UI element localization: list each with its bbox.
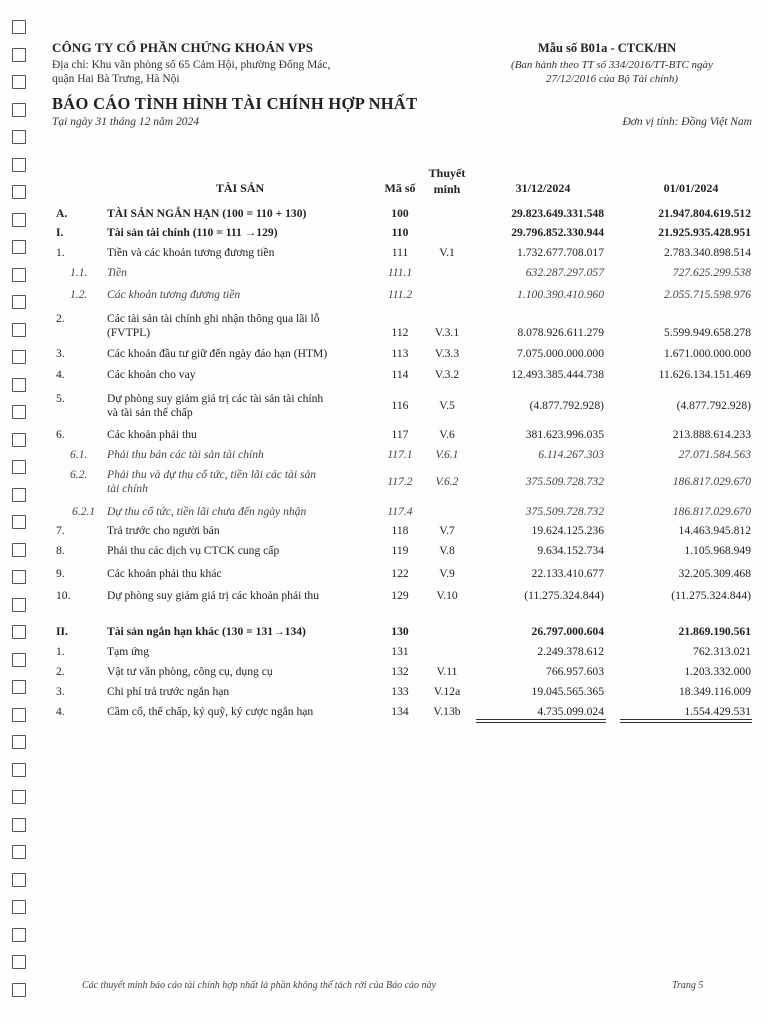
row-label bbox=[107, 392, 372, 420]
binding-hole bbox=[12, 845, 26, 859]
row-note: V.7 bbox=[439, 524, 455, 537]
row-value-2024-12-31: 19.045.565.365 bbox=[531, 685, 604, 698]
binding-hole bbox=[12, 873, 26, 887]
form-note bbox=[482, 58, 742, 86]
row-code: 111.1 bbox=[387, 266, 413, 279]
row-code: 134 bbox=[391, 705, 409, 718]
binding-hole bbox=[12, 625, 26, 639]
page-number: Trang 5 bbox=[672, 980, 704, 991]
row-code: 118 bbox=[391, 524, 409, 537]
row-value-2024-01-01: 2.055.715.598.976 bbox=[664, 288, 751, 301]
row-number: 4. bbox=[56, 368, 65, 381]
binding-hole bbox=[12, 900, 26, 914]
binding-hole bbox=[12, 763, 26, 777]
binding-hole bbox=[12, 378, 26, 392]
row-value-2024-12-31: 1.100.390.410.960 bbox=[517, 288, 604, 301]
row-note: V.6 bbox=[439, 428, 455, 441]
binding-hole bbox=[12, 515, 26, 529]
binding-hole bbox=[12, 213, 26, 227]
binding-hole bbox=[12, 323, 26, 337]
row-value-2024-01-01: 32.205.309.468 bbox=[678, 567, 751, 580]
row-number: 1. bbox=[56, 645, 65, 658]
row-value-2024-01-01: 762.313.021 bbox=[693, 645, 751, 658]
row-note: V.13b bbox=[433, 705, 461, 718]
row-code: 133 bbox=[391, 685, 409, 698]
report-title: BÁO CÁO TÌNH HÌNH TÀI CHÍNH HỢP NHẤT bbox=[52, 94, 418, 113]
row-label bbox=[107, 312, 372, 340]
binding-hole bbox=[12, 818, 26, 832]
binding-hole bbox=[12, 790, 26, 804]
row-label-line-1: Phải thu và dự thu cổ tức, tiền lãi các tài sản bbox=[107, 468, 317, 481]
binding-hole bbox=[12, 488, 26, 502]
row-code: 117 bbox=[391, 428, 409, 441]
row-label: Các khoản phải thu khác bbox=[107, 567, 222, 580]
row-note: V.9 bbox=[439, 567, 455, 580]
column-header-note-line-1: Thuyết bbox=[428, 166, 466, 180]
row-label: Các khoản phải thu bbox=[107, 428, 197, 441]
row-value-2024-12-31: (4.877.792.928) bbox=[529, 399, 604, 412]
column-header-2024-01-01: 01/01/2024 bbox=[663, 181, 719, 195]
binding-hole bbox=[12, 598, 26, 612]
binding-hole bbox=[12, 158, 26, 172]
row-value-2024-01-01: 11.626.134.151.469 bbox=[658, 368, 751, 381]
binding-hole bbox=[12, 103, 26, 117]
row-note: V.5 bbox=[439, 399, 455, 412]
row-code: 119 bbox=[391, 544, 409, 557]
row-number: 1.1. bbox=[70, 266, 88, 279]
row-label: Các khoản tương đương tiền bbox=[107, 288, 241, 301]
row-value-2024-12-31: 375.509.728.732 bbox=[525, 505, 604, 518]
row-label: Tài sản tài chính (110 = 111 →129) bbox=[107, 226, 278, 239]
row-number: 8. bbox=[56, 544, 65, 557]
row-number: 1.2. bbox=[70, 288, 88, 301]
row-label-line-2: (FVTPL) bbox=[107, 326, 151, 339]
total-double-underline-col2 bbox=[620, 722, 752, 723]
row-code: 111 bbox=[391, 246, 409, 259]
row-label: Vật tư văn phòng, công cụ, dụng cụ bbox=[107, 665, 273, 678]
row-number: I. bbox=[56, 226, 64, 239]
total-underline-col2 bbox=[620, 719, 752, 720]
form-note-line-1: (Ban hành theo TT số 334/2016/TT-BTC ngày bbox=[511, 59, 713, 71]
row-code: 131 bbox=[391, 645, 409, 658]
row-code: 122 bbox=[391, 567, 409, 580]
row-value-2024-01-01: 1.203.332.000 bbox=[684, 665, 751, 678]
row-number: 3. bbox=[56, 685, 65, 698]
row-code: 117.4 bbox=[387, 505, 413, 518]
footer-note: Các thuyết minh báo cáo tài chính hợp nhất là phần không thể tách rời của Báo cáo này bbox=[82, 980, 436, 991]
row-value-2024-12-31: 7.075.000.000.000 bbox=[517, 347, 604, 360]
row-code: 130 bbox=[391, 625, 409, 638]
row-value-2024-12-31: 1.732.677.708.017 bbox=[517, 246, 604, 259]
row-value-2024-12-31: 4.735.099.024 bbox=[537, 705, 604, 718]
row-value-2024-12-31: 632.287.297.057 bbox=[525, 266, 604, 279]
row-label: Tạm ứng bbox=[107, 645, 150, 658]
row-number: 2. bbox=[56, 312, 65, 325]
row-note: V.3.3 bbox=[434, 347, 460, 360]
row-label bbox=[107, 468, 372, 496]
row-note: V.1 bbox=[439, 246, 455, 259]
row-label-line-1: Các tài sản tài chính ghi nhận thông qua lãi lỗ bbox=[107, 312, 320, 325]
binding-hole bbox=[12, 460, 26, 474]
row-code: 132 bbox=[391, 665, 409, 678]
row-value-2024-12-31: 381.623.996.035 bbox=[525, 428, 604, 441]
binding-hole bbox=[12, 20, 26, 34]
row-value-2024-12-31: (11.275.324.844) bbox=[524, 589, 604, 602]
row-value-2024-12-31: 2.249.378.612 bbox=[537, 645, 604, 658]
row-value-2024-01-01: 21.947.804.619.512 bbox=[658, 207, 751, 220]
row-label: Tài sản ngắn hạn khác (130 = 131→134) bbox=[107, 625, 306, 638]
row-number: 6.2. bbox=[70, 468, 88, 481]
binding-hole bbox=[12, 955, 26, 969]
row-note: V.6.2 bbox=[435, 475, 459, 488]
row-note: V.8 bbox=[439, 544, 455, 557]
total-underline-col1 bbox=[476, 719, 606, 720]
row-note: V.12a bbox=[433, 685, 461, 698]
binding-hole bbox=[12, 48, 26, 62]
binding-hole bbox=[12, 240, 26, 254]
column-header-code: Mã số bbox=[384, 181, 416, 195]
column-header-2024-12-31: 31/12/2024 bbox=[515, 181, 571, 195]
row-value-2024-12-31: 29.823.649.331.548 bbox=[511, 207, 604, 220]
binding-hole bbox=[12, 268, 26, 282]
row-number: II. bbox=[56, 625, 68, 638]
binding-hole bbox=[12, 295, 26, 309]
row-label: Các khoản đầu tư giữ đến ngày đáo hạn (HTM) bbox=[107, 347, 328, 360]
column-header-note-line-2: minh bbox=[433, 182, 461, 196]
row-value-2024-01-01: (11.275.324.844) bbox=[671, 589, 751, 602]
row-value-2024-01-01: 1.671.000.000.000 bbox=[664, 347, 751, 360]
row-code: 116 bbox=[391, 399, 409, 412]
binding-hole bbox=[12, 433, 26, 447]
row-value-2024-12-31: 22.133.410.677 bbox=[531, 567, 604, 580]
row-value-2024-01-01: 2.783.340.898.514 bbox=[664, 246, 751, 259]
row-note: V.3.2 bbox=[434, 368, 460, 381]
row-label-line-2: và tài sản thế chấp bbox=[107, 406, 193, 419]
row-value-2024-12-31: 375.509.728.732 bbox=[525, 475, 604, 488]
row-label: Cầm cố, thế chấp, ký quỹ, ký cược ngắn hạn bbox=[107, 705, 314, 718]
binding-hole bbox=[12, 708, 26, 722]
form-number: Mẫu số B01a - CTCK/HN bbox=[537, 41, 677, 55]
binding-hole bbox=[12, 735, 26, 749]
row-code: 111.2 bbox=[387, 288, 413, 301]
row-number: 5. bbox=[56, 392, 65, 405]
row-value-2024-01-01: 27.071.584.563 bbox=[678, 448, 751, 461]
row-code: 100 bbox=[391, 207, 409, 220]
row-code: 110 bbox=[391, 226, 409, 239]
row-label: Chi phí trả trước ngắn hạn bbox=[107, 685, 230, 698]
binding-hole bbox=[12, 570, 26, 584]
total-double-underline-col1 bbox=[476, 722, 606, 723]
row-label: Dự phòng suy giảm giá trị các khoản phải thu bbox=[107, 589, 320, 602]
row-number: 6. bbox=[56, 428, 65, 441]
row-number: 6.1. bbox=[70, 448, 88, 461]
row-value-2024-12-31: 19.624.125.236 bbox=[531, 524, 604, 537]
row-value-2024-01-01: 727.625.299.538 bbox=[672, 266, 751, 279]
binding-hole bbox=[12, 350, 26, 364]
row-code: 113 bbox=[391, 347, 409, 360]
row-value-2024-01-01: 21.925.935.428.951 bbox=[658, 226, 751, 239]
row-label: Các khoản cho vay bbox=[107, 368, 196, 381]
form-note-line-2: 27/12/2016 của Bộ Tài chính) bbox=[546, 73, 678, 85]
row-value-2024-12-31: 8.078.926.611.279 bbox=[517, 326, 604, 339]
row-value-2024-01-01: 14.463.945.812 bbox=[678, 524, 751, 537]
row-value-2024-01-01: 5.599.949.658.278 bbox=[664, 326, 751, 339]
row-number: 4. bbox=[56, 705, 65, 718]
row-code: 129 bbox=[391, 589, 409, 602]
row-value-2024-12-31: 12.493.385.444.738 bbox=[511, 368, 604, 381]
row-value-2024-01-01: 186.817.029.670 bbox=[672, 505, 751, 518]
company-address bbox=[52, 58, 392, 86]
binding-hole bbox=[12, 928, 26, 942]
row-code: 112 bbox=[391, 326, 409, 339]
row-value-2024-12-31: 9.634.152.734 bbox=[537, 544, 604, 557]
binding-hole bbox=[12, 680, 26, 694]
binding-hole bbox=[12, 543, 26, 557]
row-value-2024-12-31: 766.957.603 bbox=[546, 665, 604, 678]
row-value-2024-12-31: 26.797.000.604 bbox=[531, 625, 604, 638]
address-line-1: Địa chỉ: Khu văn phòng số 65 Cảm Hội, phường Đống Mác, bbox=[52, 59, 331, 71]
row-number: 7. bbox=[56, 524, 65, 537]
row-number: 2. bbox=[56, 665, 65, 678]
report-date: Tại ngày 31 tháng 12 năm 2024 bbox=[52, 116, 199, 128]
row-number: 6.2.1 bbox=[72, 505, 96, 518]
binding-hole bbox=[12, 75, 26, 89]
row-code: 114 bbox=[391, 368, 409, 381]
row-number: 3. bbox=[56, 347, 65, 360]
row-note: V.3.1 bbox=[434, 326, 460, 339]
row-note: V.6.1 bbox=[435, 448, 459, 461]
row-value-2024-12-31: 6.114.267.303 bbox=[538, 448, 604, 461]
row-label-line-2: tài chính bbox=[107, 482, 148, 495]
row-label: Dự thu cổ tức, tiền lãi chưa đến ngày nhận bbox=[107, 505, 307, 518]
column-header-note bbox=[420, 165, 474, 197]
company-name: CÔNG TY CỔ PHẦN CHỨNG KHOÁN VPS bbox=[52, 40, 314, 55]
binding-hole bbox=[12, 405, 26, 419]
row-label: Tiền và các khoản tương đương tiền bbox=[107, 246, 275, 259]
row-note: V.11 bbox=[436, 665, 458, 678]
row-note: V.10 bbox=[436, 589, 458, 602]
row-number: 9. bbox=[56, 567, 65, 580]
row-label: Trả trước cho người bán bbox=[107, 524, 220, 537]
row-value-2024-01-01: (4.877.792.928) bbox=[676, 399, 751, 412]
binding-hole bbox=[12, 983, 26, 997]
binding-holes bbox=[12, 20, 28, 1010]
binding-hole bbox=[12, 185, 26, 199]
row-label: TÀI SẢN NGẮN HẠN (100 = 110 + 130) bbox=[107, 207, 307, 220]
row-value-2024-01-01: 186.817.029.670 bbox=[672, 475, 751, 488]
row-value-2024-01-01: 18.349.116.009 bbox=[678, 685, 751, 698]
row-value-2024-12-31: 29.796.852.330.944 bbox=[511, 226, 604, 239]
row-number: 10. bbox=[56, 589, 71, 602]
row-value-2024-01-01: 1.554.429.531 bbox=[684, 705, 751, 718]
row-value-2024-01-01: 21.869.190.561 bbox=[678, 625, 751, 638]
row-code: 117.1 bbox=[387, 448, 413, 461]
row-label: Tiền bbox=[107, 266, 127, 279]
row-label-line-1: Dự phòng suy giảm giá trị các tài sản tài chính bbox=[107, 392, 324, 405]
row-value-2024-01-01: 213.888.614.233 bbox=[672, 428, 751, 441]
row-number: A. bbox=[56, 207, 68, 220]
row-value-2024-01-01: 1.105.968.949 bbox=[684, 544, 751, 557]
address-line-2: quận Hai Bà Trưng, Hà Nội bbox=[52, 73, 180, 85]
row-label: Phải thu các dịch vụ CTCK cung cấp bbox=[107, 544, 280, 557]
binding-hole bbox=[12, 130, 26, 144]
row-number: 1. bbox=[56, 246, 65, 259]
column-header-assets: TÀI SẢN bbox=[215, 181, 265, 195]
row-code: 117.2 bbox=[387, 475, 413, 488]
row-label: Phải thu bán các tài sản tài chính bbox=[107, 448, 264, 461]
currency-unit: Đơn vị tính: Đồng Việt Nam bbox=[622, 116, 752, 128]
binding-hole bbox=[12, 653, 26, 667]
